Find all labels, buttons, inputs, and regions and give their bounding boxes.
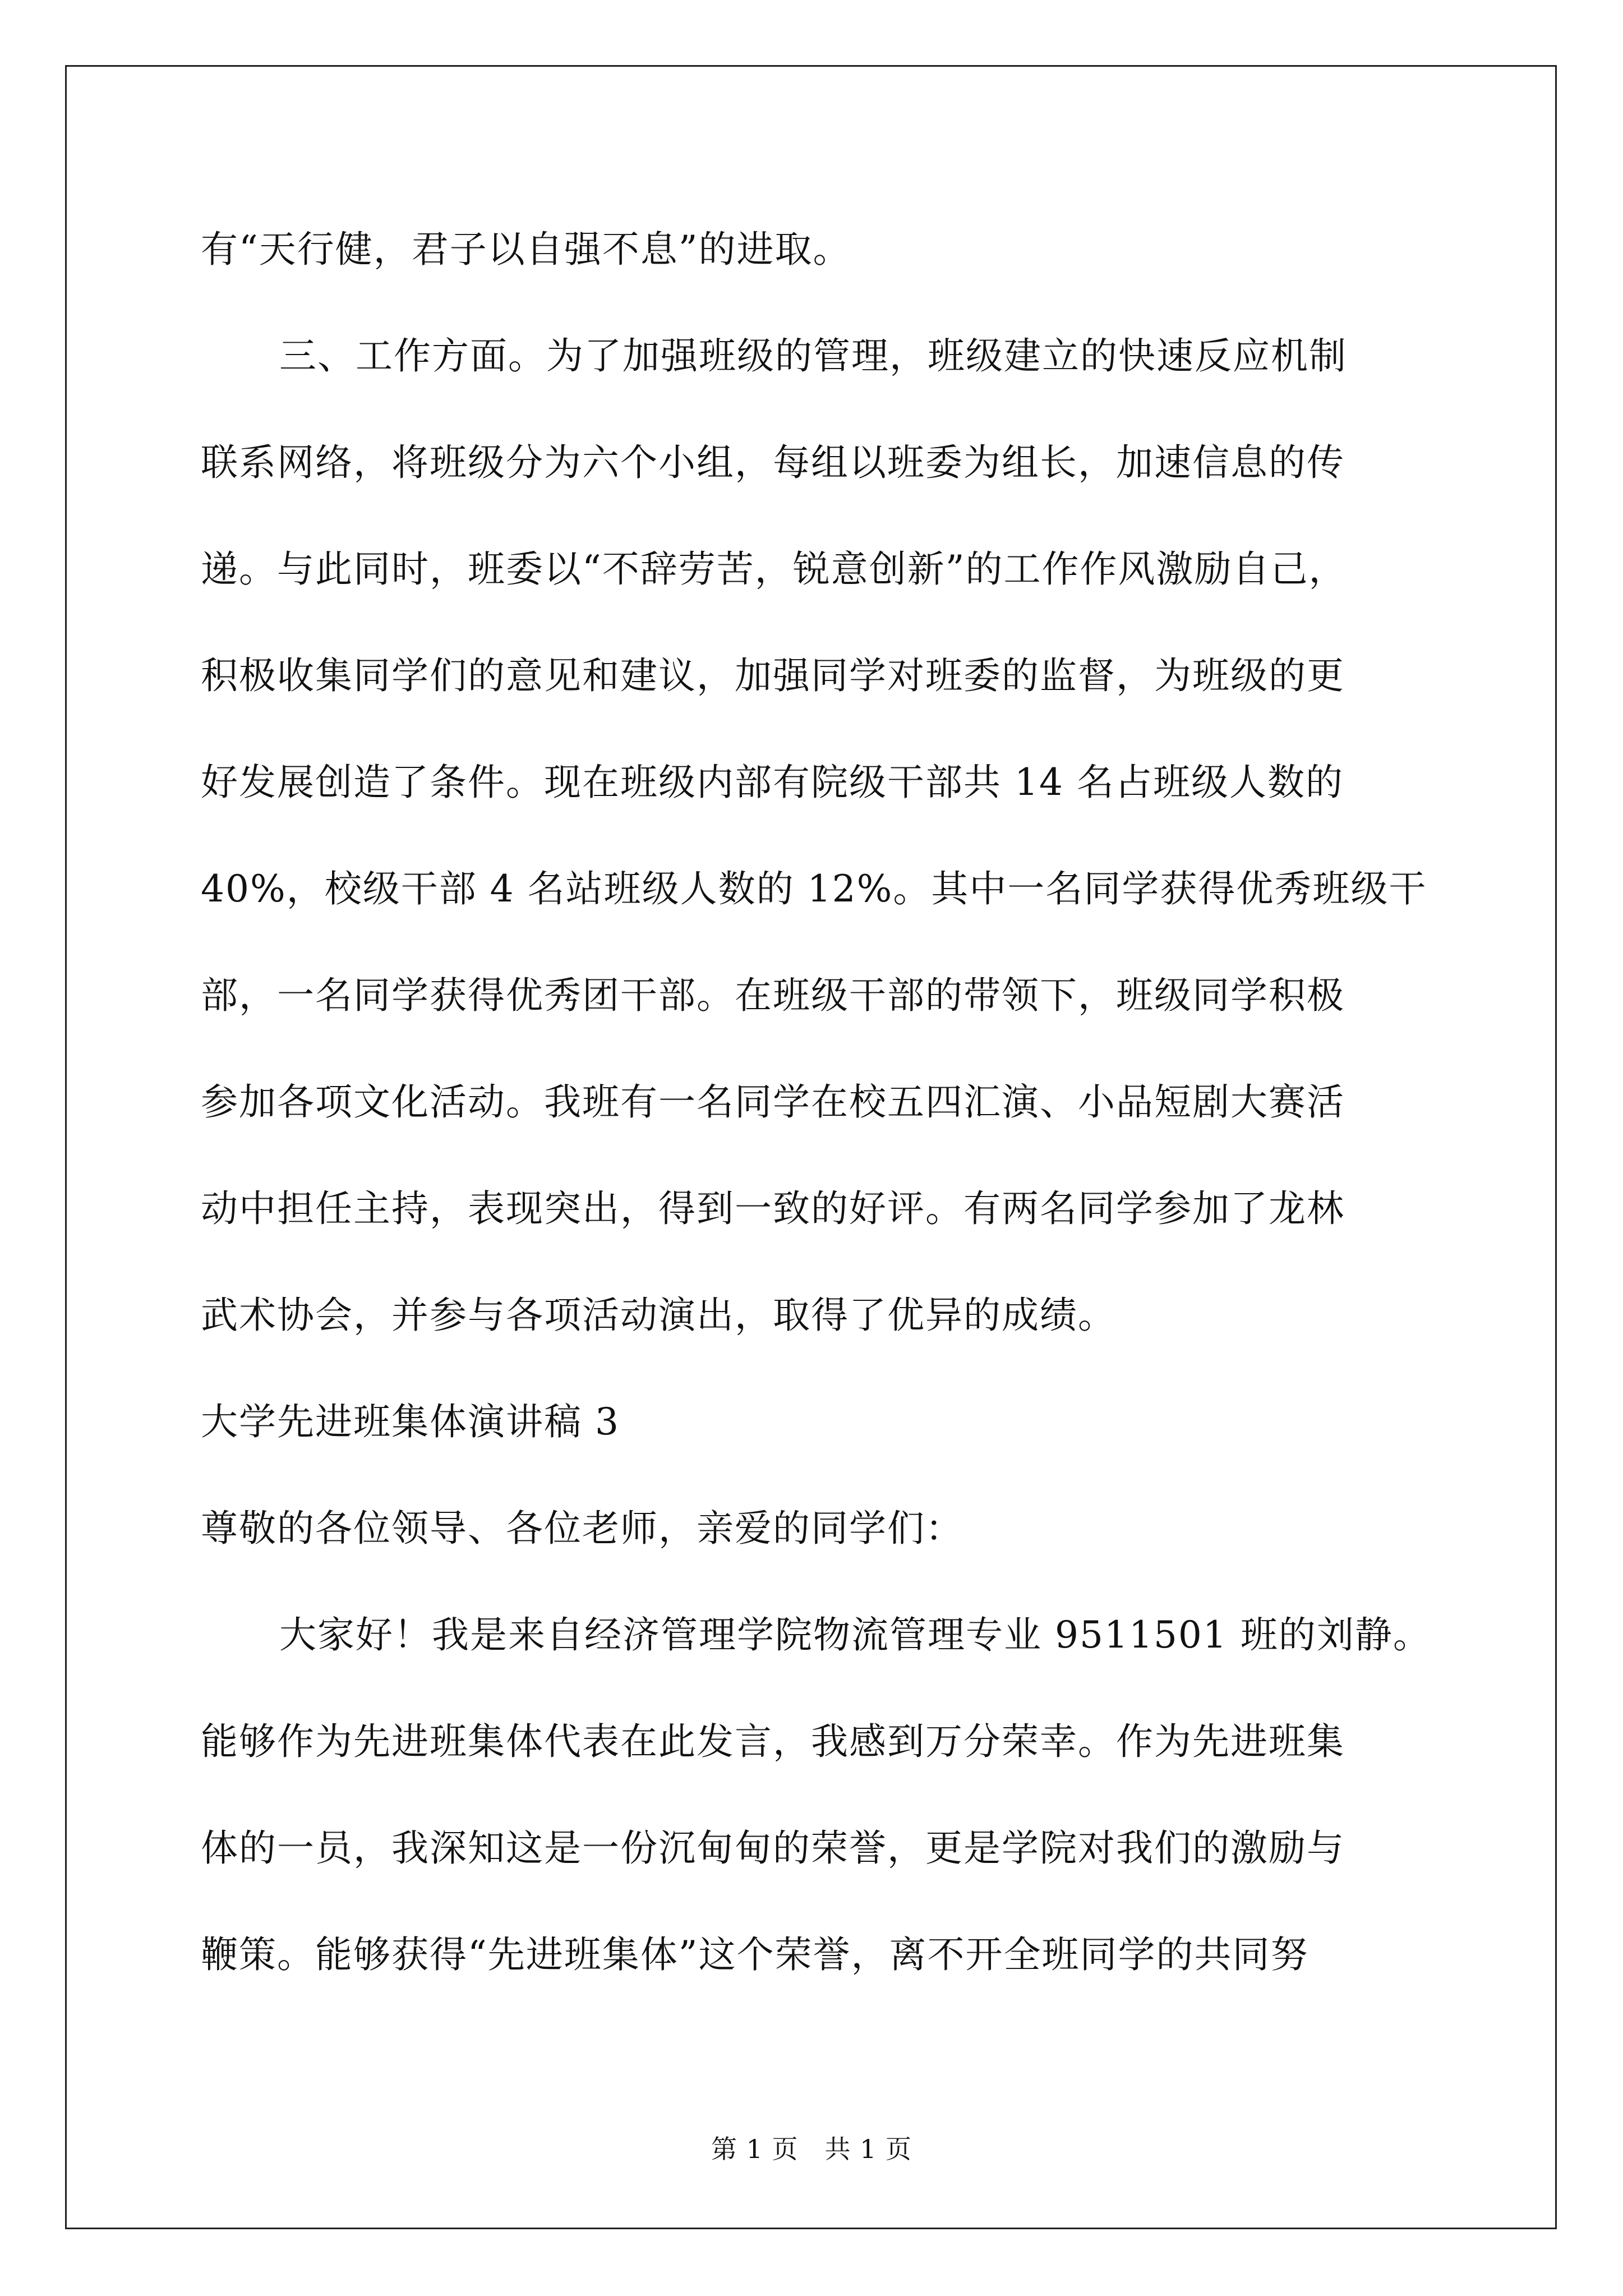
paragraph-line: 动中担任主持，表现突出，得到一致的好评。有两名同学参加了龙林 (201, 1187, 1345, 1230)
section-title: 大学先进班集体演讲稿 3 (201, 1400, 620, 1443)
paragraph-line: 鞭策。能够获得“先进班集体”这个荣誉，离不开全班同学的共同努 (201, 1933, 1309, 1976)
paragraph-line: 武术协会，并参与各项活动演出，取得了优异的成绩。 (201, 1294, 1116, 1337)
paragraph-line: 递。与此同时，班委以“不辞劳苦，锐意创新”的工作作风激励自己， (201, 547, 1347, 591)
paragraph-line: 部，一名同学获得优秀团干部。在班级干部的带领下，班级同学积极 (201, 974, 1345, 1017)
paragraph-line: 积极收集同学们的意见和建议，加强同学对班委的监督，为班级的更 (201, 654, 1345, 697)
page-number: 第 1 页 共 1 页 (711, 2134, 912, 2164)
paragraph-line: 三、工作方面。为了加强班级的管理，班级建立的快速反应机制 (279, 334, 1347, 378)
salutation: 尊敬的各位领导、各位老师，亲爱的同学们： (201, 1507, 963, 1550)
page-footer (0, 2129, 1623, 2166)
document-body (201, 196, 1437, 2008)
paragraph-line: 好发展创造了条件。现在班级内部有院级干部共 14 名占班级人数的 (201, 761, 1344, 804)
paragraph-line: 联系网络，将班级分为六个小组，每组以班委为组长，加速信息的传 (201, 441, 1345, 484)
paragraph-line: 大家好！我是来自经济管理学院物流管理专业 9511501 班的刘静。 (279, 1613, 1431, 1657)
paragraph-line: 参加各项文化活动。我班有一名同学在校五四汇演、小品短剧大赛活 (201, 1080, 1345, 1124)
paragraph-line: 体的一员，我深知这是一份沉甸甸的荣誉，更是学院对我们的激励与 (201, 1826, 1345, 1870)
paragraph-line: 有“天行健，君子以自强不息”的进取。 (201, 228, 851, 271)
paragraph-line: 40%，校级干部 4 名站班级人数的 12%。其中一名同学获得优秀班级干 (201, 867, 1427, 910)
paragraph-line: 能够作为先进班集体代表在此发言，我感到万分荣幸。作为先进班集 (201, 1720, 1345, 1763)
